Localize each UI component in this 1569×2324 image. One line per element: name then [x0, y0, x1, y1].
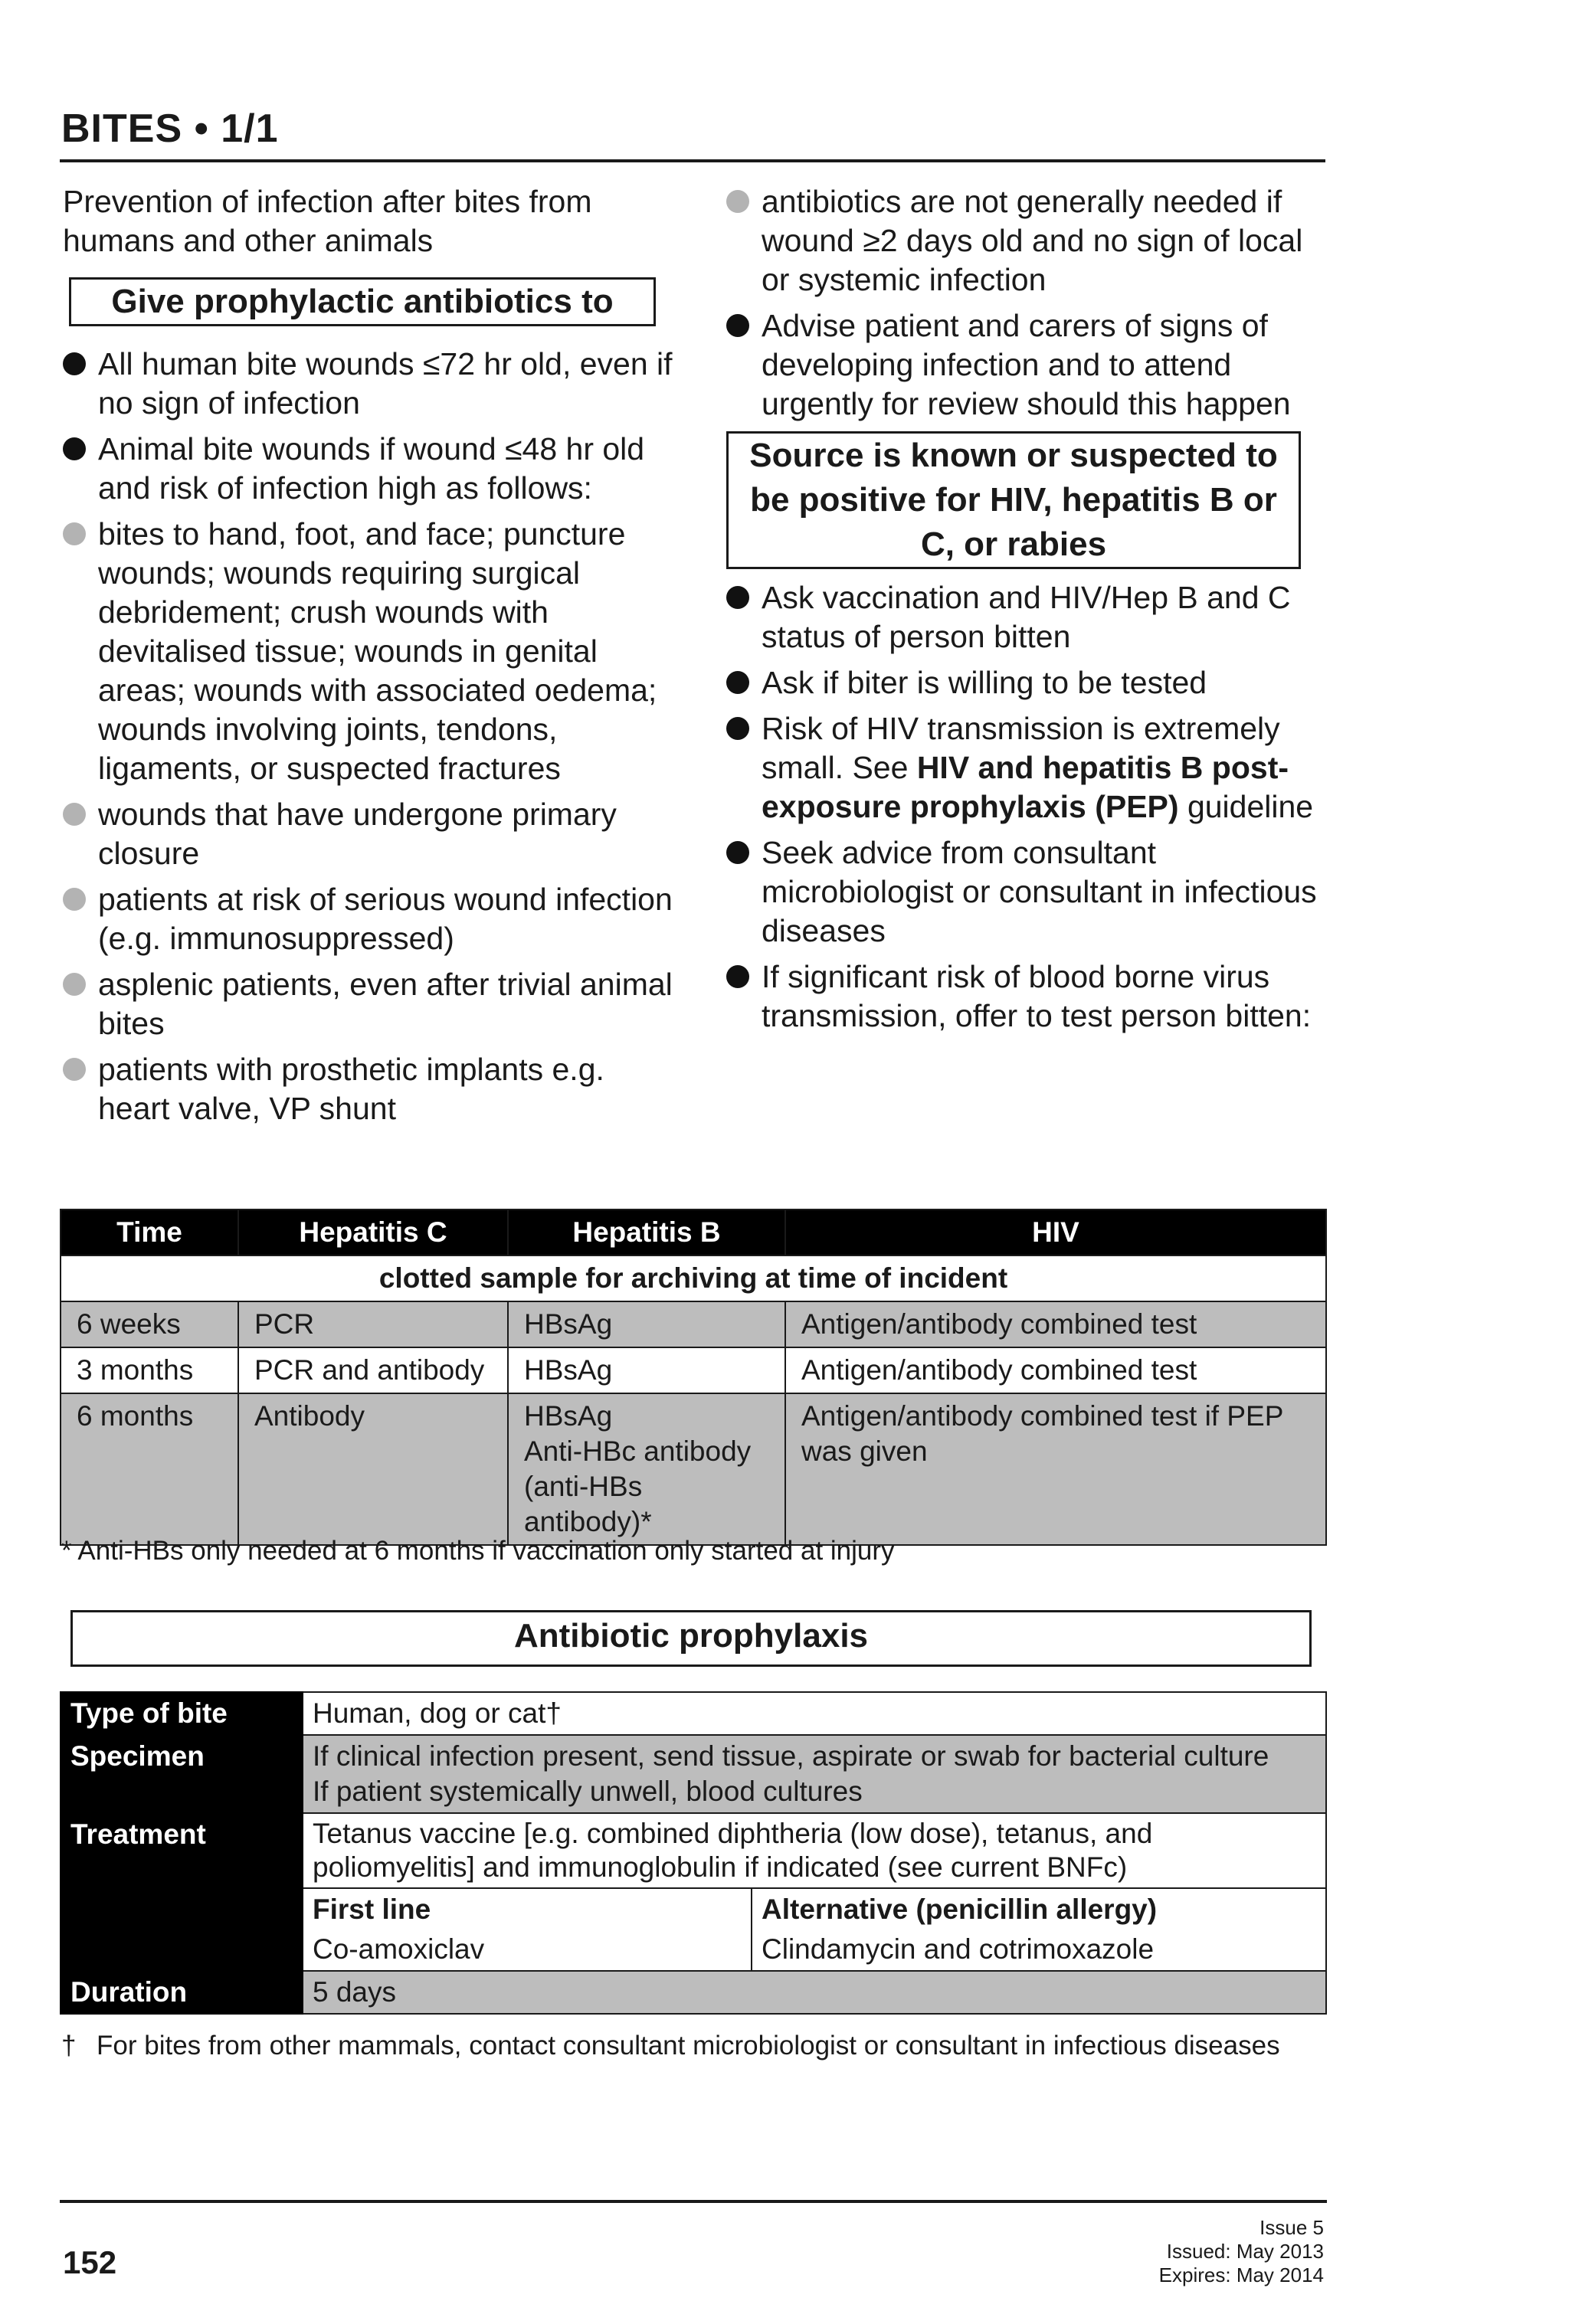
hepc-cell: PCR: [238, 1301, 508, 1347]
duration-value: 5 days: [303, 1971, 1326, 2014]
list-item: [63, 345, 676, 423]
alternative-label: Alternative (penicillin allergy): [762, 1894, 1158, 1925]
hepc-cell: PCR and antibody: [238, 1347, 508, 1393]
hepb-line: Anti-HBc antibody: [524, 1435, 752, 1467]
table-row: [61, 1347, 1326, 1393]
hepb-line: (anti-HBs antibody)*: [524, 1471, 652, 1537]
source-heading-box: Source is known or suspected to be positive for HIV, hepatitis B or C, or rabies: [726, 431, 1301, 569]
list-item: [63, 795, 676, 873]
bullet-text: If significant risk of blood borne virus transmission, offer to test person bitten:: [762, 959, 1312, 1033]
header-time: Time: [61, 1209, 238, 1255]
specimen-line: If clinical infection present, send tissue, aspirate or swab for bacterial culture: [313, 1740, 1269, 1772]
black-bullet-icon: [726, 717, 749, 740]
first-line-label: First line: [313, 1894, 431, 1925]
specimen-value: [303, 1735, 1326, 1813]
bullet-text: wounds that have undergone primary closure: [98, 797, 617, 871]
type-label: Type of bite: [61, 1692, 303, 1735]
bullet-text: Seek advice from consultant microbiologist or consultant in infectious diseases: [762, 835, 1317, 948]
black-bullet-icon: [63, 437, 86, 460]
bullet-text: guideline: [1178, 789, 1314, 824]
intro-text: Prevention of infection after bites from humans and other animals: [63, 184, 592, 258]
first-line-cell: [303, 1888, 752, 1971]
bullet-text: patients with prosthetic implants e.g. heart valve, VP shunt: [98, 1052, 604, 1126]
first-line-value: Co-amoxiclav: [313, 1933, 485, 1965]
hepb-cell: HBsAg: [508, 1347, 785, 1393]
black-bullet-icon: [726, 586, 749, 609]
page-number: 152: [63, 2244, 117, 2280]
bullet-text: patients at risk of serious wound infection (e.g. immunosuppressed): [98, 882, 673, 956]
specimen-label: Specimen: [61, 1735, 303, 1813]
right-bullet-list-top: [726, 182, 1339, 424]
list-item: [726, 709, 1339, 826]
antibiotic-heading: Antibiotic prophylaxis: [70, 1610, 1312, 1667]
header-hiv: HIV: [785, 1209, 1326, 1255]
header-hepatitis-c: Hepatitis C: [238, 1209, 508, 1255]
list-item: [63, 430, 676, 508]
grey-bullet-icon: [63, 522, 86, 545]
bullet-text: Ask if biter is willing to be tested: [762, 665, 1207, 700]
alternative-value: Clindamycin and cotrimoxazole: [762, 1933, 1155, 1965]
time-cell: 6 months: [61, 1393, 238, 1545]
hiv-cell: Antigen/antibody combined test if PEP was given: [785, 1393, 1326, 1545]
list-item: [726, 663, 1339, 702]
title-rule: [60, 159, 1325, 162]
bullet-text: Advise patient and carers of signs of developing infection and to attend urgently for review should this happen: [762, 308, 1291, 421]
time-cell: 3 months: [61, 1347, 238, 1393]
grey-bullet-icon: [63, 973, 86, 996]
list-item: [63, 515, 676, 788]
hepb-cell: [508, 1393, 785, 1545]
hepb-line: HBsAg: [524, 1400, 613, 1432]
list-item: [63, 1050, 676, 1128]
grey-bullet-icon: [63, 888, 86, 911]
footer-rule: [60, 2200, 1327, 2203]
expiry-date: Expires: May 2014: [1158, 2263, 1324, 2286]
issue-number: Issue 5: [1259, 2216, 1324, 2239]
dagger-footnote: For bites from other mammals, contact consultant microbiologist or consultant in infectious diseases: [97, 2031, 1280, 2061]
archiving-row: clotted sample for archiving at time of incident: [61, 1255, 1326, 1301]
right-bullet-list-bottom: [726, 578, 1339, 1036]
bullet-text: Ask vaccination and HIV/Hep B and C status of person bitten: [762, 580, 1291, 654]
dagger-mark: †: [61, 2031, 77, 2061]
list-item: [726, 833, 1339, 951]
list-item: [63, 880, 676, 958]
list-item: [726, 957, 1339, 1036]
black-bullet-icon: [63, 352, 86, 375]
guideline-reference: HIV and hepatitis B post-exposure prophylaxis (PEP): [762, 750, 1289, 824]
bullet-text: Risk of HIV transmission is extremely small. See: [762, 711, 1280, 785]
table-row: [61, 1393, 1326, 1545]
grey-bullet-icon: [726, 190, 749, 213]
specimen-line: If patient systemically unwell, blood cultures: [313, 1776, 863, 1807]
type-value: Human, dog or cat†: [303, 1692, 1326, 1735]
left-bullet-list: [63, 345, 676, 1128]
issue-info: [1159, 2216, 1324, 2287]
list-item: [726, 578, 1339, 656]
list-item: [726, 306, 1339, 424]
test-table-footnote: * Anti-HBs only needed at 6 months if vaccination only started at injury: [61, 1536, 895, 1566]
bullet-text: antibiotics are not generally needed if wound ≥2 days old and no sign of local or systemic infection: [762, 184, 1303, 297]
bullet-text: Animal bite wounds if wound ≤48 hr old and risk of infection high as follows:: [98, 431, 645, 506]
bullet-text: bites to hand, foot, and face; puncture wounds; wounds requiring surgical debridement; crush wounds with devitalised tissue; wounds in genital areas; wounds with associated oedema; wounds involving joints, tendons, ligaments, or suspected fractures: [98, 516, 657, 786]
grey-bullet-icon: [63, 1058, 86, 1081]
time-cell: 6 weeks: [61, 1301, 238, 1347]
grey-bullet-icon: [63, 803, 86, 826]
antibiotic-heading-box: [70, 1610, 1312, 1662]
table-row: [61, 1301, 1326, 1347]
treatment-label: Treatment: [61, 1813, 303, 1971]
black-bullet-icon: [726, 965, 749, 988]
hiv-cell: Antigen/antibody combined test: [785, 1347, 1326, 1393]
issued-date: Issued: May 2013: [1166, 2240, 1324, 2263]
page-title: BITES • 1/1: [61, 106, 279, 151]
list-item: [726, 182, 1339, 300]
duration-label: Duration: [61, 1971, 303, 2014]
blood-test-table: [60, 1209, 1327, 1546]
black-bullet-icon: [726, 671, 749, 694]
hepc-cell: Antibody: [238, 1393, 508, 1545]
bullet-text: All human bite wounds ≤72 hr old, even if no sign of infection: [98, 346, 673, 421]
treatment-text: Tetanus vaccine [e.g. combined diphtheria (low dose), tetanus, and poliomyelitis] and immunoglobulin if indicated (see current BNFc): [303, 1813, 1326, 1888]
prophylaxis-heading-box: Give prophylactic antibiotics to: [69, 277, 656, 326]
left-column: [63, 182, 676, 1135]
bullet-text: asplenic patients, even after trivial animal bites: [98, 967, 673, 1041]
black-bullet-icon: [726, 841, 749, 864]
header-hepatitis-b: Hepatitis B: [508, 1209, 785, 1255]
hiv-cell: Antigen/antibody combined test: [785, 1301, 1326, 1347]
hepb-cell: HBsAg: [508, 1301, 785, 1347]
alternative-cell: [752, 1888, 1326, 1971]
antibiotic-table: [60, 1691, 1327, 2015]
black-bullet-icon: [726, 314, 749, 337]
right-column: [726, 182, 1339, 1043]
list-item: [63, 965, 676, 1043]
